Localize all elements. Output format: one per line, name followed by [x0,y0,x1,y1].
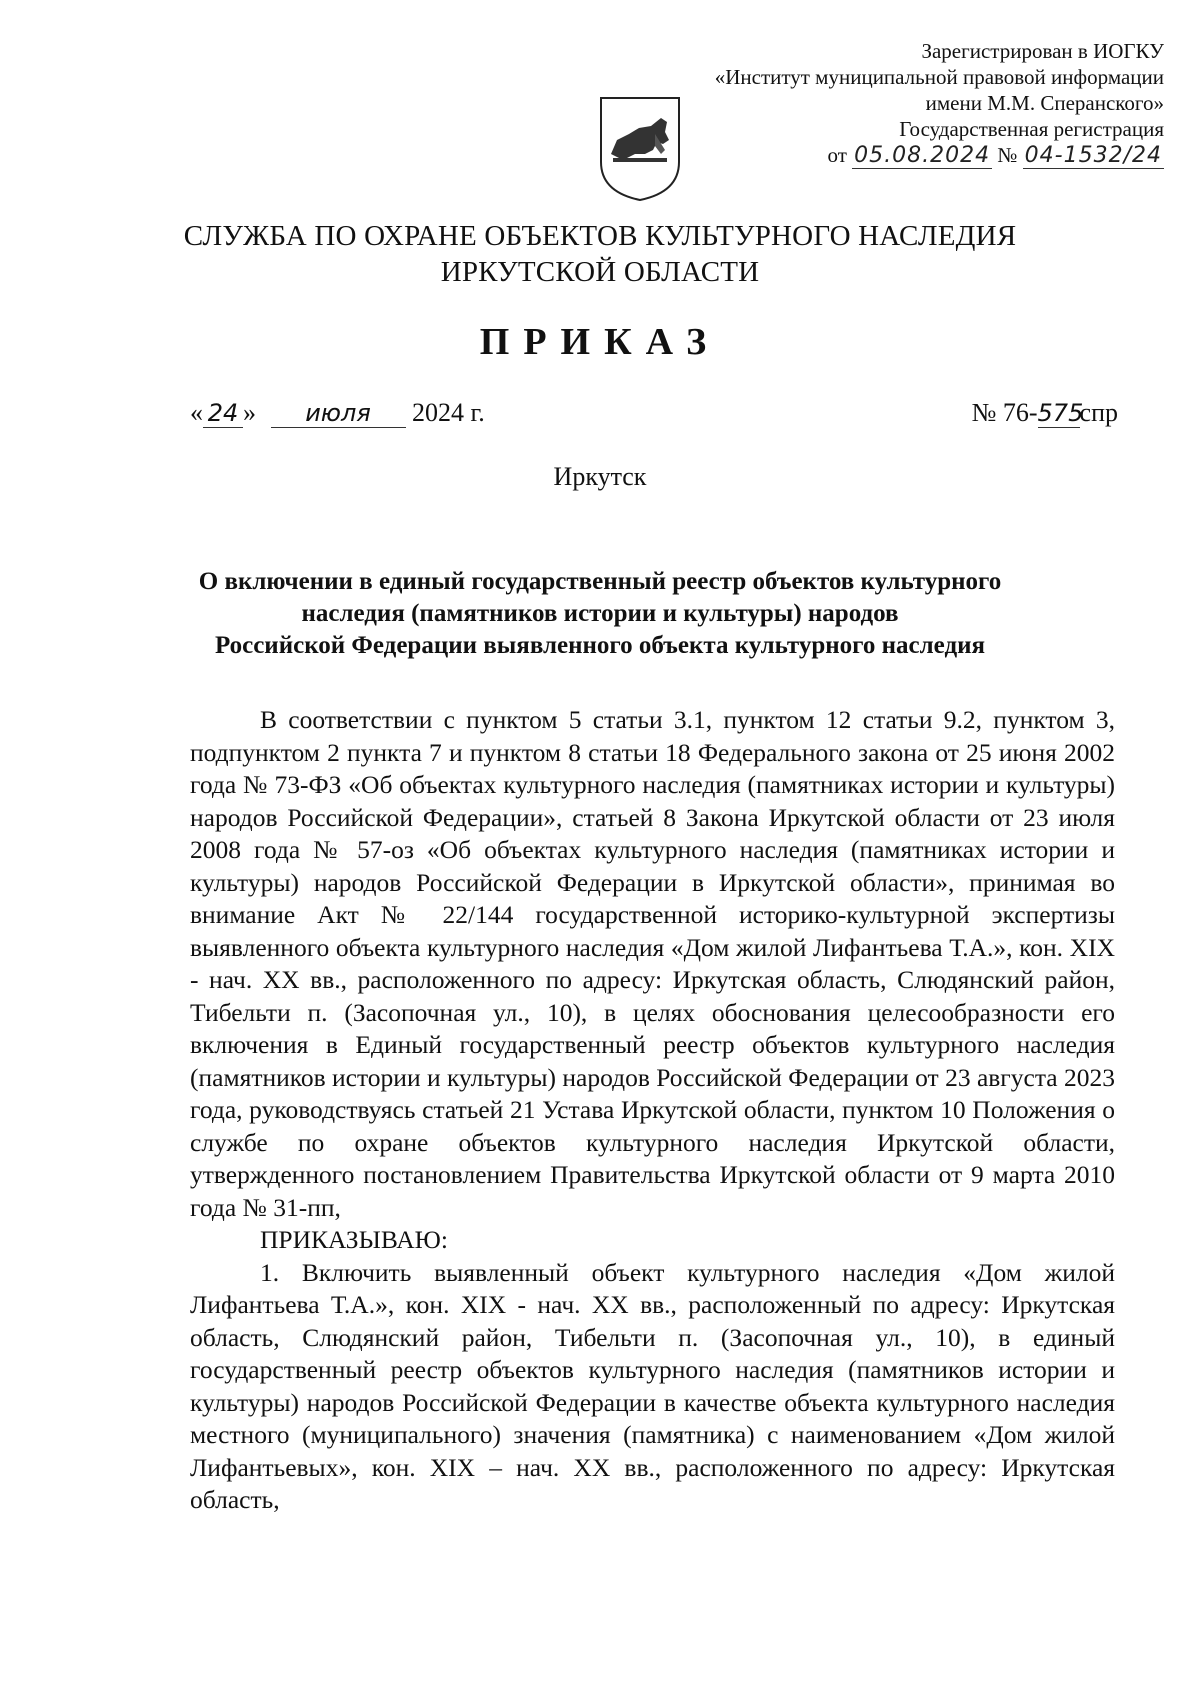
date-open-quote: « [190,398,203,427]
preamble-paragraph: В соответствии с пунктом 5 статьи 3.1, пунктом 12 статьи 9.2, пунктом 3, подпунктом 2 пункта 7 и пунктом 8 статьи 18 Федерального закона от 25 июня 2002 года № 73-ФЗ «Об объектах культурного наследия (памятниках истории и культуры) народов Российской Федерации», статьей 8 Закона Иркутской области от 23 июля 2008 года № 57-оз «Об объектах культурного наследия (памятниках истории и культуры) народов Российской Федерации в Иркутской области», принимая во внимание Акт № 22/144 государственной историко-культурной экспертизы выявленного объекта культурного наследия «Дом жилой Лифантьева Т.А.», кон. XIX - нач. XX вв., расположенного по адресу: Иркутская область, Слюдянский район, Тибельти п. (Засопочная ул., 10), в целях обоснования целесообразности его включения в Единый государственный реестр объектов культурного наследия (памятников истории и культуры) народов Российской Федерации от 23 августа 2023 года, руководствуясь статьей 21 Устава Иркутской области, пунктом 10 Положения о службе по охране объектов культурного наследия Иркутской области, утвержденного постановлением Правительства Иркутской области от 9 марта 2010 года № 31-пп, [190,705,1115,1222]
title-line-2: наследия (памятников истории и культуры) народов [301,600,899,627]
title-line-1: О включении в единый государственный реестр объектов культурного [198,568,1002,595]
document-body [190,704,1115,1517]
order-date [190,398,485,428]
order-item-1: 1. Включить выявленный объект культурного наследия «Дом жилой Лифантьева Т.А.», кон. XIX - нач. XX вв., расположенный по адресу: Иркутская область, Слюдянский район, Тибельти п. (Засопочная ул., 10), в единый государственный реестр объектов культурного наследия (памятников истории и культуры) народов Российской Федерации в качестве объекта культурного наследия местного (муниципального) значения (памятника) с наименованием «Дом жилой Лифантьевых», кон. XIX – нач. XX вв., расположенного по адресу: Иркутская область, [190,1257,1115,1514]
registration-from-label: от [827,143,847,167]
registration-stamp [644,38,1164,169]
title-line-3: Российской Федерации выявленного объекта культурного наследия [214,632,986,659]
registration-line-2: «Институт муниципальной правовой информации [714,65,1164,89]
order-number-suffix: спр [1079,398,1118,427]
date-year: 2024 г. [412,398,485,427]
document-title [140,566,1060,662]
date-month: июля [271,399,406,428]
registration-line-3: имени М.М. Сперанского» [925,91,1164,115]
registration-number: 04-1532/24 [1024,143,1162,168]
order-number [972,398,1118,428]
agency-line-1: СЛУЖБА ПО ОХРАНЕ ОБЪЕКТОВ КУЛЬТУРНОГО НАСЛЕДИЯ [183,220,1017,252]
registration-date: 05.08.2024 [854,143,991,168]
city: Иркутск [553,462,647,491]
irkutsk-coat-of-arms-icon [595,92,685,204]
agency-name [0,218,1200,290]
date-close-quote: » [243,398,256,427]
order-number-handwritten: 575 [1037,399,1084,427]
order-word: ПРИКАЗЫВАЮ: [260,1225,448,1254]
order-number-prefix: № 76- [971,398,1038,427]
document-type: ПРИКАЗ [479,321,721,363]
registration-line-4: Государственная регистрация [899,117,1164,141]
registration-number-line [644,142,1164,169]
registration-line-1: Зарегистрирован в ИОГКУ [921,39,1164,63]
agency-line-2: ИРКУТСКОЙ ОБЛАСТИ [440,256,760,288]
date-day: 24 [203,399,243,428]
registration-number-label: № [997,143,1018,167]
